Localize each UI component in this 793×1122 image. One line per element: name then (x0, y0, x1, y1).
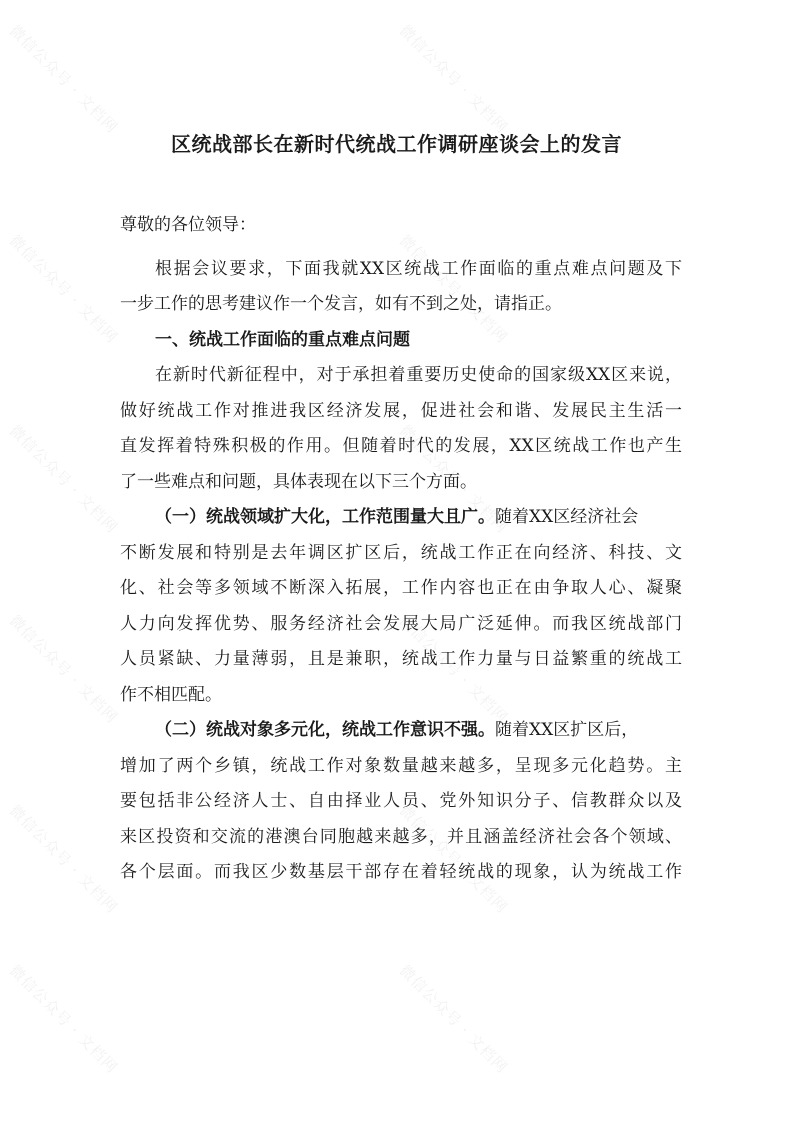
watermark: 微信公众号 · 文档网 (5, 961, 122, 1077)
point-one-text: 随着XX区经济社会 (495, 507, 639, 527)
watermark: 微信公众号 · 文档网 (395, 961, 512, 1077)
point-one-heading: （一）统战领域扩大化，工作范围量大且广。 (155, 507, 495, 527)
point-two-heading: （二）统战对象多元化，统战工作意识不强。 (155, 720, 495, 740)
watermark: 微信公众号 · 文档网 (5, 801, 122, 917)
salutation: 尊敬的各位领导： (120, 215, 256, 235)
paragraph-line: 在新时代新征程中，对于承担着重要历史使命的国家级XX区来说， (155, 365, 682, 385)
paragraph-line: 作不相匹配。 (120, 684, 222, 705)
paragraph-line: 了一些难点和问题，具体表现在以下三个方面。 (120, 471, 477, 492)
document-title: 区统战部长在新时代统战工作调研座谈会上的发言 (171, 132, 622, 156)
point-two-first-line (120, 713, 682, 749)
watermark: 微信公众号 · 文档网 (5, 231, 122, 347)
paragraph-line: 来区投资和交流的港澳台同胞越来越多，并且涵盖经济社会各个领域、 (120, 826, 682, 847)
paragraph-line: 化、社会等多领域不断深入拓展，工作内容也正在由争取人心、凝聚 (120, 578, 682, 598)
paragraph-line: 直发挥着特殊积极的作用。但随着时代的发展，XX区统战工作也产生 (120, 436, 682, 456)
paragraph-line: 不断发展和特别是去年调区扩区后，统战工作正在向经济、科技、文 (120, 542, 682, 563)
watermark: 微信公众号 · 文档网 (5, 421, 122, 537)
watermark: 微信公众号 · 文档网 (5, 21, 122, 137)
point-one-first-line (120, 500, 682, 536)
point-two-text: 随着XX区扩区后， (495, 720, 639, 740)
paragraph-line: 人员紧缺、力量薄弱，且是兼职，统战工作力量与日益繁重的统战工 (120, 649, 682, 669)
document-body (120, 208, 682, 891)
watermark: 微信公众号 · 文档网 (395, 231, 512, 347)
paragraph-line: 增加了两个乡镇，统战工作对象数量越来越多，呈现多元化趋势。主 (120, 755, 682, 776)
section-heading: 一、统战工作面临的重点难点问题 (155, 329, 410, 350)
watermark: 微信公众号 · 文档网 (395, 21, 512, 137)
paragraph-line: 人力向发挥优势、服务经济社会发展大局广泛延伸。而我区统战部门 (120, 613, 682, 634)
watermark: 微信公众号 · 文档网 (395, 801, 512, 917)
intro-line: 一步工作的思考建议作一个发言，如有不到之处，请指正。 (120, 294, 562, 314)
watermark: 微信公众号 · 文档网 (395, 421, 512, 537)
paragraph-line: 各个层面。而我区少数基层干部存在着轻统战的现象，认为统战工作 (120, 862, 682, 882)
watermark: 微信公众号 · 文档网 (395, 611, 512, 727)
watermark: 微信公众号 · 文档网 (5, 611, 122, 727)
intro-line: 根据会议要求，下面我就XX区统战工作面临的重点难点问题及下 (155, 258, 682, 279)
paragraph-line: 要包括非公经济人士、自由择业人员、党外知识分子、信教群众以及 (120, 791, 682, 811)
paragraph-line: 做好统战工作对推进我区经济发展，促进社会和谐、发展民主生活一 (120, 400, 682, 421)
